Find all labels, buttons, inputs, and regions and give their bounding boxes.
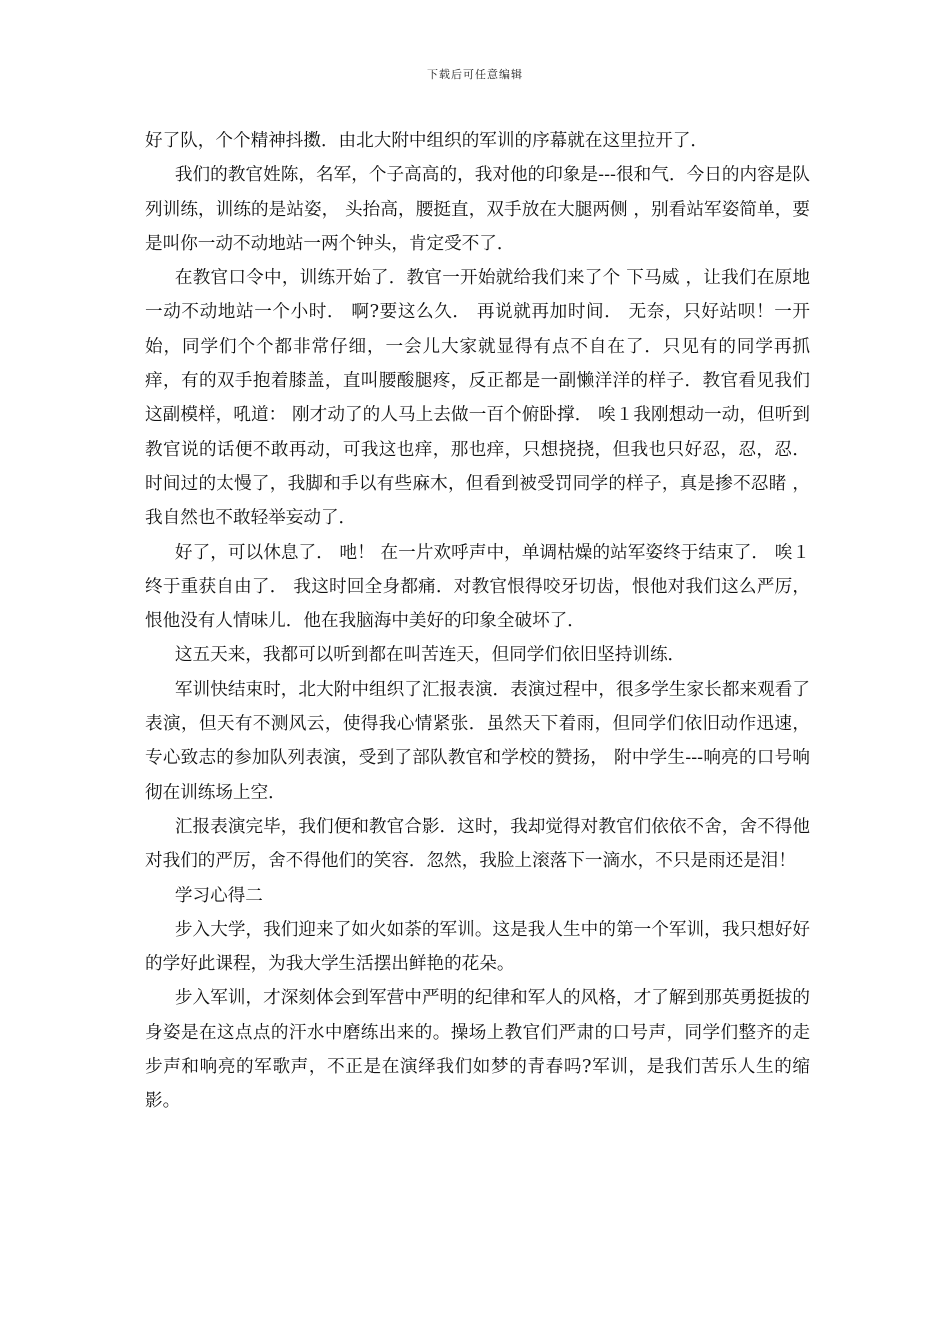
document-body: [145, 124, 810, 1119]
paragraph-4: 好了，可以休息了． 吔！ 在一片欢呼声中，单调枯燥的站军姿终于结束了． 唉１终于重获自由了． 我这时回全身都痛．对教官恨得咬牙切齿，恨他对我们这么严厉，恨他没有人情味儿．他在我脑海中美好的印象全破坏了．: [145, 542, 810, 632]
paragraph-6: 军训快结束时，北大附中组织了汇报表演．表演过程中，很多学生家长都来观看了表演，但天有不测风云，使得我心情紧张．虽然天下着雨，但同学们依旧动作迅速，专心致志的参加队列表演，受到了部队教官和学校的赞扬， 附中学生---响亮的口号响彻在训练场上空．: [145, 679, 810, 803]
paragraph-2: 我们的教官姓陈，名军，个子高高的，我对他的印象是---很和气．今日的内容是队列训练，训练的是站姿， 头抬高，腰挺直，双手放在大腿两侧 ，别看站军姿简单，要是叫你一动不动地站一两个钟头，肯定受不了．: [145, 165, 810, 254]
paragraph-1: 好了队，个个精神抖擞．由北大附中组织的军训的序幕就在这里拉开了．: [145, 131, 709, 151]
paragraph-3: 在教官口令中，训练开始了．教官一开始就给我们来了个 下马威 ，让我们在原地一动不动地站一个小时． 啊?要这么久． 再说就再加时间． 无奈，只好站呗！一开始，同学们个个都非常仔细，一会儿大家就显得有点不自在了．只见有的同学再抓痒，有的双手抱着膝盖，直叫腰酸腿疼，反正都是一副懒洋洋的样子．教官看见我们这副模样，吼道： 刚才动了的人马上去做一百个俯卧撑． 唉１我刚想动一动，但听到教官说的话便不敢再动，可我这也痒，那也痒，只想挠挠，但我也只好忍，忍，忍．时间过的太慢了，我脚和手以有些麻木，但看到被受罚同学的样子，真是掺不忍睹 ，我自然也不敢轻举妄动了．: [145, 268, 810, 529]
section-heading: 学习心得二: [174, 885, 263, 906]
paragraph-7: 汇报表演完毕，我们便和教官合影．这时，我却觉得对教官们依依不舍，舍不得他对我们的严厉，舍不得他们的笑容．忽然，我脸上滚落下一滴水，不只是雨还是泪！: [145, 816, 810, 872]
page-header-note: 下载后可任意编辑: [427, 68, 523, 81]
paragraph-8: 步入大学，我们迎来了如火如荼的军训。这是我人生中的第一个军训，我只想好好的学好此课程，为我大学生活摆出鲜艳的花朵。: [145, 919, 810, 975]
paragraph-5: 这五天来，我都可以听到都在叫苦连天，但同学们依旧坚持训练．: [174, 645, 686, 666]
paragraph-9: 步入军训，才深刻体会到军营中严明的纪律和军人的风格，才了解到那英勇挺拔的身姿是在这点点的汗水中磨练出来的。操场上教官们严肃的口号声，同学们整齐的走步声和响亮的军歌声，不正是在演绎我们如梦的青春吗?军训，是我们苦乐人生的缩影。: [145, 988, 810, 1112]
